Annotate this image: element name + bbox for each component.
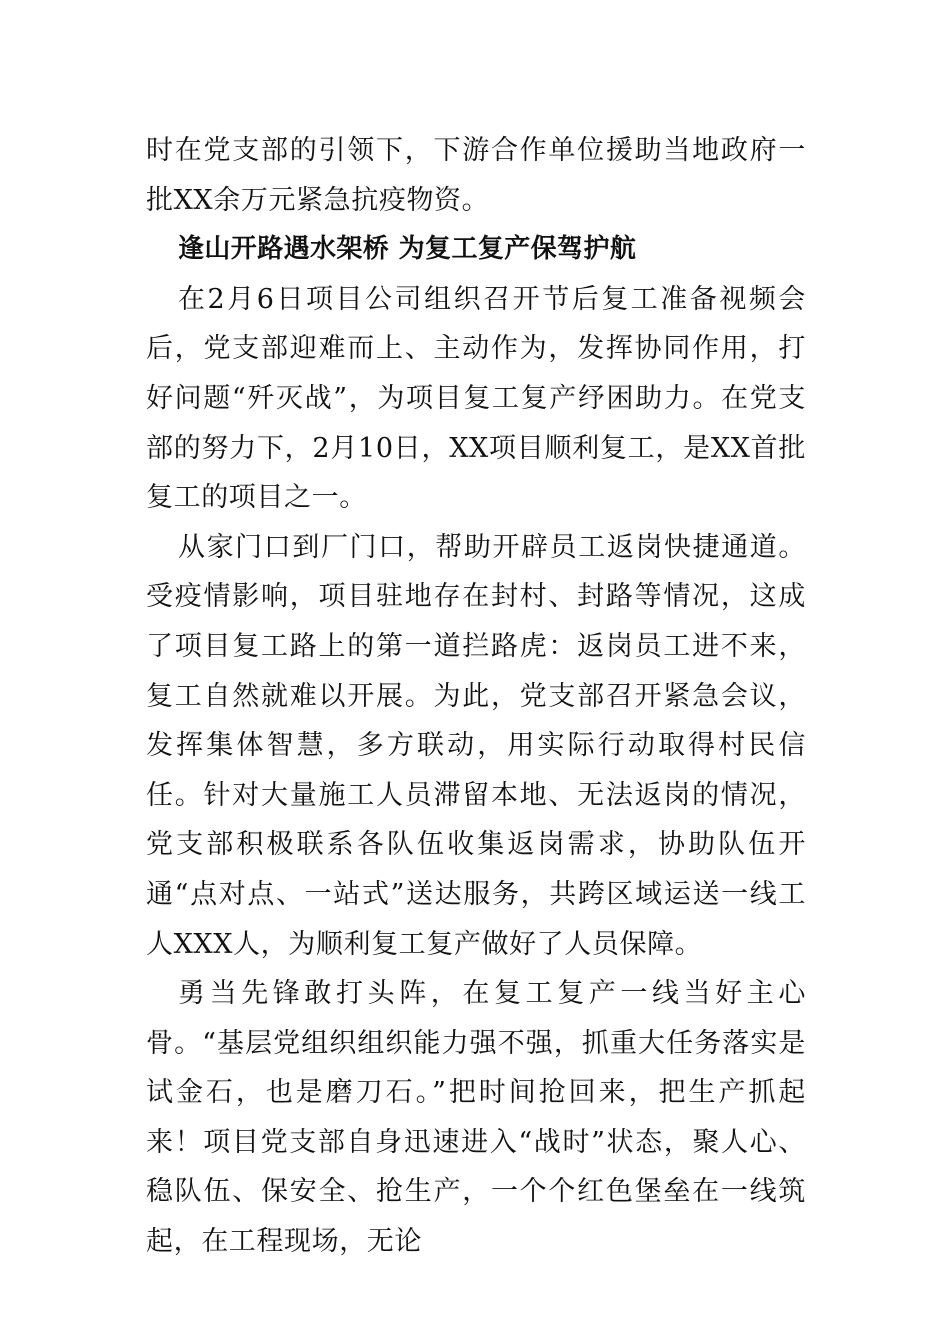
continuation-paragraph: 时在党支部的引领下，下游合作单位援助当地政府一批XX余万元紧急抗疫物资。	[146, 135, 806, 216]
body-paragraph-resumption: 在2月6日项目公司组织召开节后复工准备视频会后，党支部迎难而上、主动作为，发挥协同作用，打好问题“歼灭战”，为项目复工复产纾困助力。在党支部的努力下，2月10日，XX项目顺利复工，是XX首批复工的项目之一。	[146, 283, 806, 514]
body-paragraph-return-channel: 从家门口到厂门口，帮助开辟员工返岗快捷通道。受疫情影响，项目驻地存在封村、封路等情况，这成了项目复工路上的第一道拦路虎：返岗员工进不来，复工自然就难以开展。为此，党支部召开紧急会议，发挥集体智慧，多方联动，用实际行动取得村民信任。针对大量施工人员滞留本地、无法返岗的情况，党支部积极联系各队伍收集返岗需求，协助队伍开通“点对点、一站式”送达服务，共跨区域运送一线工人XXX人，为顺利复工复产做好了人员保障。	[146, 531, 806, 960]
body-paragraph-vanguard: 勇当先锋敢打头阵，在复工复产一线当好主心骨。“基层党组织组织能力强不强，抓重大任务落实是试金石，也是磨刀石。”把时间抢回来，把生产抓起来！项目党支部自身迅速进入“战时”状态，聚人心、稳队伍、保安全、抢生产，一个个红色堡垒在一线筑起，在工程现场，无论	[146, 978, 806, 1258]
section-heading: 逢山开路遇水架桥 为复工复产保驾护航	[178, 234, 637, 265]
document-body	[146, 126, 806, 1267]
